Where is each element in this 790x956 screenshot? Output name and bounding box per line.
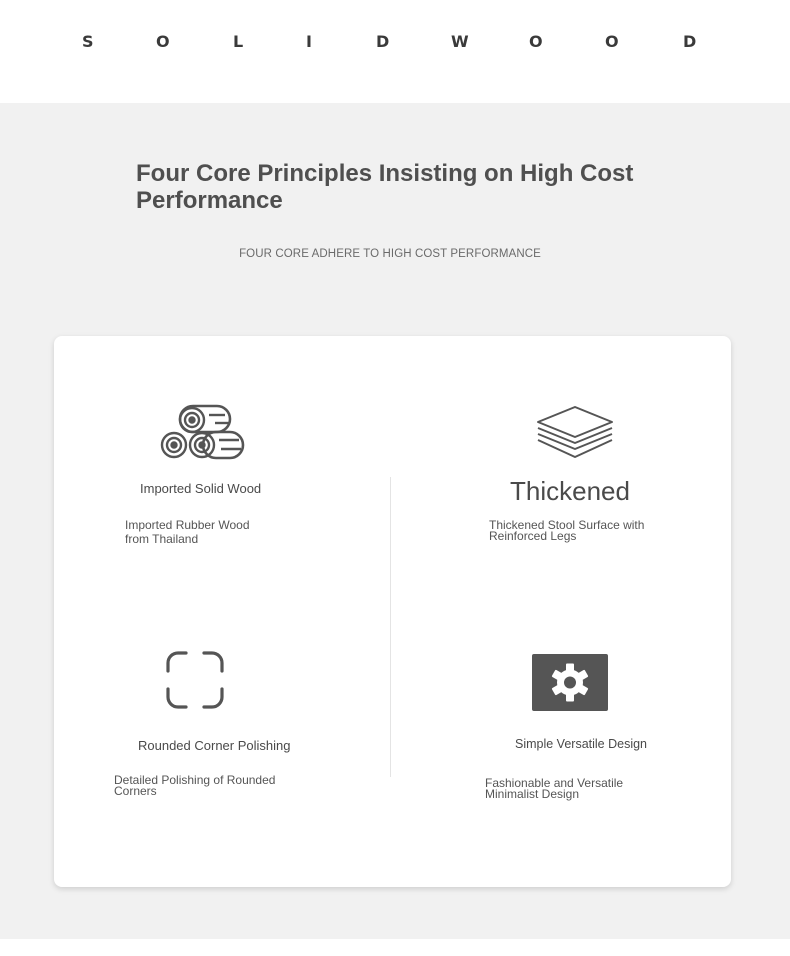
feature-title: Thickened <box>510 476 630 506</box>
page-title: Four Core Principles Insisting on High Cost Performance <box>136 160 634 214</box>
brand-letter: O <box>156 32 170 51</box>
card-divider <box>390 477 391 777</box>
features-card <box>54 336 731 887</box>
feature-description: Detailed Polishing of Rounded Corners <box>114 773 276 798</box>
feature-title: Rounded Corner Polishing <box>138 738 291 753</box>
brand-letter: O <box>605 32 619 51</box>
brand-header <box>0 0 790 103</box>
wood-logs-icon <box>159 403 247 468</box>
brand-letter: S <box>82 32 94 51</box>
feature-title: Imported Solid Wood <box>140 481 262 496</box>
brand-letter: O <box>529 32 543 51</box>
gear-icon <box>531 653 609 718</box>
brand-letter: D <box>683 32 697 51</box>
page-subtitle: FOUR CORE ADHERE TO HIGH COST PERFORMANCE <box>239 248 541 260</box>
brand-letter: D <box>376 32 390 51</box>
feature-description: Imported Rubber Wood from Thailand <box>125 518 250 546</box>
feature-title: Simple Versatile Design <box>515 737 648 751</box>
brand-letter: W <box>451 32 469 51</box>
feature-description: Fashionable and Versatile Minimalist Design <box>485 776 624 801</box>
rounded-corners-icon <box>166 651 226 716</box>
layers-icon <box>534 404 616 469</box>
brand-letter: I <box>306 32 312 51</box>
feature-description: Thickened Stool Surface with Reinforced Legs <box>489 518 645 543</box>
brand-letter: L <box>233 32 244 51</box>
